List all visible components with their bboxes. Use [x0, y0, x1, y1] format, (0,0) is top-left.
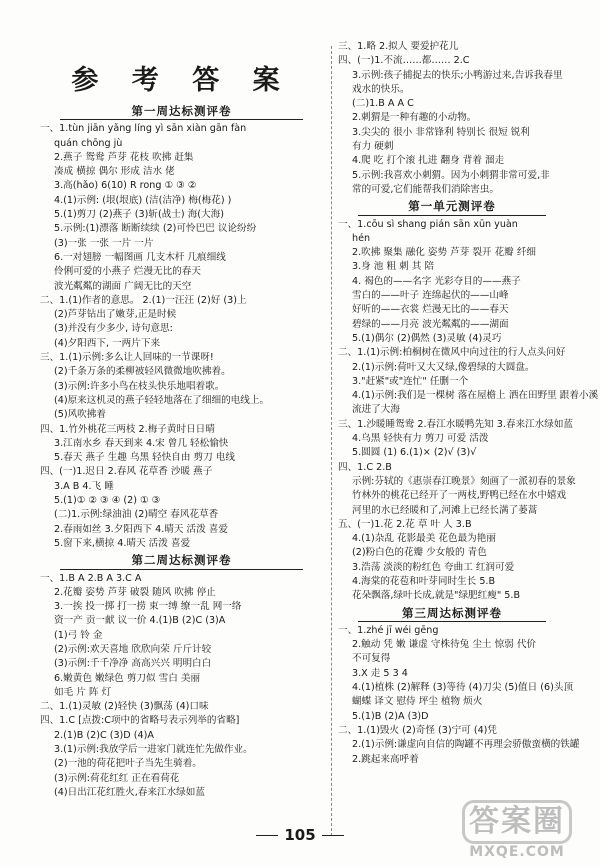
- answer-line: 3.高(hǎo) 6(10) R rong ① ③ ②: [54, 180, 197, 192]
- answer-line: 4.乌黑 轻快有力 剪刀 可爱 活泼: [352, 433, 489, 445]
- answer-line: 河里的水已经暖和了,河滩上已经长满了蒌蒿: [352, 504, 538, 516]
- week1-continued-answers: [338, 40, 566, 197]
- answer-line: 3.示例:孩子捕捉去的快乐;小鸭游过来,告诉我春里: [352, 69, 563, 81]
- answer-line: 3."赶紧"或"连忙" 任删一个: [352, 375, 469, 387]
- answer-line: (3)示例:荷花红红 正在看荷花: [54, 772, 180, 784]
- answer-line: 三、1.略 2.拟人 要爱护花儿: [338, 41, 459, 52]
- answer-line: 流进了大海: [352, 404, 400, 416]
- answer-line: (3)并没有少多少, 诗句意思:: [54, 323, 173, 335]
- answer-line: 示例:芬轼的《惠崇春江晚景》刻画了一派初春的景象: [352, 475, 576, 487]
- answer-line: 一、1.cōu sì shang pián sān xūn yuàn: [338, 218, 518, 230]
- answer-line: (2)千条万条的柔柳被轻风微微地吹拂着。: [54, 366, 231, 378]
- answer-line: 花朵飘落,绿叶长成,就是"绿肥红瘦" 5.B: [352, 590, 521, 602]
- section-heading-week2: 第二周达标测评卷: [40, 553, 323, 569]
- answer-line: 2.跳起来高呼着: [352, 753, 419, 765]
- week3-answers: [338, 624, 580, 767]
- answer-line: 6.一对翅膀 一幅图画 几支木杆 几痕细线: [54, 251, 226, 263]
- answer-line: 四、1.C 2.B: [338, 461, 392, 473]
- answer-line: 一、1.zhé jī wéi gēng: [338, 624, 439, 636]
- answer-line: 二、1.(1)毁火 (2)奇怪 (3)宁可 (4)凭: [338, 724, 498, 736]
- answer-line: 5.(1)偶尔 (2)偶然 (3)灵敏 (4)灵巧: [352, 332, 502, 344]
- watermark-text: 答案圈: [462, 800, 572, 844]
- answer-line: 伶俐可爱的小燕子 烂漫无比的春天: [54, 266, 201, 278]
- answer-line: 2.(1)示例:谦虚向自信的陶罐不再理会骄傲蛮横的铁罐: [352, 739, 580, 751]
- answer-line: 2.(1)B (2)C (3)D (4)A: [54, 729, 154, 741]
- answer-line: 不可复得: [352, 653, 391, 665]
- answer-line: (1)弓 铃 金: [54, 629, 103, 641]
- answer-line: 5.(1)B (2)A (3)D: [352, 710, 429, 722]
- answer-line: 3.一挨 投一掷 打一捞 束一缚 缭一乱 网一络: [54, 601, 242, 613]
- page-title: 参 考 答 案: [71, 65, 292, 96]
- answer-line: (4)日出江花红胜火,春来江水绿如蓝: [54, 786, 205, 798]
- answer-line: 好听的——衣裳 烂漫无比的——春天: [352, 304, 509, 316]
- answer-line: 三、1.沙暖睡鸳鸯 2.春江水暖鸭先知 3.春来江水绿如蓝: [338, 418, 574, 430]
- watermark-logo: [452, 800, 582, 858]
- answer-line: 6.嫩黄色 嫩绿色 剪刀似 雪白 美丽: [54, 672, 201, 684]
- section-heading-week1: 第一周达标测评卷: [40, 104, 323, 120]
- answer-line: 5.圆圆 (1) 6.(1)× (2)√ (3)√: [352, 447, 477, 459]
- answer-line: 四、(一)1.迟日 2.春风 花草香 沙暖 燕子: [40, 466, 213, 478]
- answer-line: 3.江南水乡 春天到来 4.宋 曾几 轻松愉快: [54, 437, 229, 449]
- answer-line: 竹林外的桃花已经开了一两枝,野鸭已经在水中嬉戏: [352, 490, 567, 502]
- answer-line: 五、(一)1.花 2.花 草 叶 人 3.B: [338, 518, 472, 530]
- answer-line: 有力 硬刺: [352, 141, 394, 153]
- answer-line: quán chōng jù: [54, 137, 123, 149]
- answer-line: 二、1.(1)作者的意思。 2.(1)一汪汪 (2)好 (3)上: [40, 294, 247, 306]
- answer-line: 如毛 片 阵 灯: [54, 686, 112, 698]
- answer-line: 2.花瓣 姿势 芦芽 破裂 随风 吹拂 停止: [54, 586, 216, 598]
- answer-line: 常的可爱,它们能帮我们消除害虫。: [352, 183, 499, 195]
- watermark-url: MXQE.COM: [469, 844, 565, 860]
- answer-line: 3.(1)示例:我放学后一进家门就连忙先做作业。: [54, 744, 253, 756]
- answer-line: 2.春雨如丝 3.夕阳西下 4.晴天 活泼 喜爱: [54, 523, 228, 535]
- answer-line: 四、1.C [点拨:C项中的省略号表示列举的省略]: [40, 715, 240, 727]
- week2-answers: [40, 572, 323, 801]
- answer-line: 四、1.竹外桃花三两枝 2.梅子黄时日日晴: [40, 423, 215, 435]
- answer-line: 二、1.(1)示例:柏桐树在微风中向过往的行人点头问好: [338, 347, 566, 359]
- answer-line: 戏水的快乐。: [352, 83, 410, 95]
- answer-line: (4)原来这机灵的燕子轻轻地落在了细细的电线上。: [54, 394, 270, 406]
- answer-line: 5.示例:我喜欢小刺猬。因为小刺猬非常可爱,非: [352, 169, 550, 181]
- answer-line: 资一产 贡一献 议一价 4.(1)B (2)C (3)A: [54, 615, 226, 627]
- answer-line: 2.(1)示例:荷叶又大又绿,像碧绿的大圆盘。: [352, 361, 535, 373]
- answer-line: (3)一张 一张 一片 一片: [54, 237, 154, 249]
- answer-line: 3.身 池 粗 刺 其 陪: [352, 261, 434, 273]
- answer-line: 4.爬 吃 打个滚 扎进 翻身 背着 溜走: [352, 155, 505, 167]
- answer-line: (2)一池的荷花把叶子当先生骑着。: [54, 758, 202, 770]
- answer-line: (2)芦芽钻出了嫩芽,正是时候: [54, 309, 177, 321]
- answer-line: 一、1.tùn jiān yǎng líng yì sān xiàn gān fàn: [40, 123, 247, 135]
- answer-line: 3.尖尖的 很小 非常锋利 特别长 很短 锐利: [352, 126, 530, 138]
- answer-line: 波光粼粼的湖面 广阔无比的天空: [54, 280, 192, 292]
- answer-line: 碧绿的——月亮 波光粼粼的——湖面: [352, 318, 509, 330]
- answer-line: 5.示例:(1)漂落 断断续续 (2)可怜巴巴 议论纷纷: [54, 223, 257, 235]
- answer-line: (二)1.示例:绿油油 (2)晴空 春风花草香: [54, 509, 219, 521]
- answer-line: 4.(1)植株 (2)解释 (3)等待 (4)刀尖 (5)值日 (6)头顶: [352, 682, 574, 694]
- answer-line: 雪白的——叶子 连绵起伏的——山峰: [352, 290, 509, 302]
- section-heading-week3: 第三周达标测评卷: [338, 606, 566, 622]
- answer-line: 三、1.(1)示例:多么让人回味的一节课呀!: [40, 352, 214, 364]
- answer-line: 4.(1)杂乱 花影最美 花色最为艳丽: [352, 533, 496, 545]
- section-heading-unit1: 第一单元测评卷: [338, 199, 566, 215]
- left-column: [40, 54, 323, 800]
- answer-line: 2.燕子 鸳鸯 芦芽 花枝 吹拂 赶集: [54, 151, 194, 163]
- answer-line: 2.吹拂 聚集 融化 姿势 芦芽 裂开 花瓣 纤细: [352, 247, 536, 259]
- answer-line: (4)夕阳西下, 一两片下来: [54, 337, 161, 349]
- answer-line: 5.(1)剪刀 (2)燕子 (3)斩(战士) 海(大海): [54, 209, 224, 221]
- answer-line: 3.浩荡 淡淡的粉红色 夸曲工 红润可爱: [352, 561, 515, 573]
- unit1-answers: [338, 218, 599, 604]
- answer-line: (2)示例:欢天喜地 欣欣向荣 斤斤计较: [54, 643, 212, 655]
- answer-line: 2.触动 凭 嫩 谦虚 守株待兔 尘土 惊弱 代价: [352, 639, 536, 651]
- answer-line: (2)粉白色的花瓣 少女般的 青色: [352, 547, 487, 559]
- answer-line: 3.A B 4.飞 睡: [54, 480, 114, 492]
- answer-line: (5)风吹拂着: [54, 409, 106, 421]
- page-number: 105: [0, 826, 600, 844]
- right-column: [338, 40, 599, 767]
- answer-line: 4.海棠的花苞和叶芽同时生长 5.B: [352, 575, 496, 587]
- answer-line: 蝴蝶 译文 慰侍 坪尘 植物 烦火: [352, 696, 483, 708]
- answer-line: (二)1.B A A C: [352, 98, 414, 110]
- answer-line: hén: [352, 232, 371, 244]
- answer-line: 2.刺猬是一种有趣的小动物。: [352, 112, 477, 124]
- answer-line: 4.(1)示例: (垠(垠底) (洁(洁净) 梅(梅花) ): [54, 194, 232, 206]
- answer-line: 4. 褐色的——名字 光彩夺目的——燕子: [352, 275, 521, 287]
- answer-line: 凑成 横掠 偶尔 形成 洁水 佬: [54, 166, 175, 178]
- answer-line: 3.X 走 5 3 4: [352, 667, 408, 679]
- answer-line: (3)示例:许多小鸟在枝头快乐地唱着歌。: [54, 380, 225, 392]
- answer-line: (3)示例:千千净净 高高兴兴 明明白白: [54, 658, 212, 670]
- answer-line: 4.(1)示例:我们是一棵树 落在屋檐上 洒在田野里 跟着小溪: [352, 390, 599, 402]
- week1-answers: [40, 122, 323, 551]
- answer-line: 一、1.B A 2.B A 3.C A: [40, 572, 142, 584]
- answer-line: 5.春天 燕子 生趣 乌黑 轻快自由 剪刀 电线: [54, 452, 235, 464]
- answer-line: 5.(1)① ② ③ ④ (2) ① ③: [54, 495, 161, 507]
- answer-line: 5.窗下来,横掠 4.晴天 活泼 喜爱: [54, 537, 191, 549]
- column-divider: [331, 46, 332, 836]
- answer-line: 二、1.(1)灵敏 (2)轻快 (3)飘荡 (4)口味: [40, 701, 209, 713]
- answer-line: 四、(一)1.不流……都…… 2.C: [338, 55, 470, 67]
